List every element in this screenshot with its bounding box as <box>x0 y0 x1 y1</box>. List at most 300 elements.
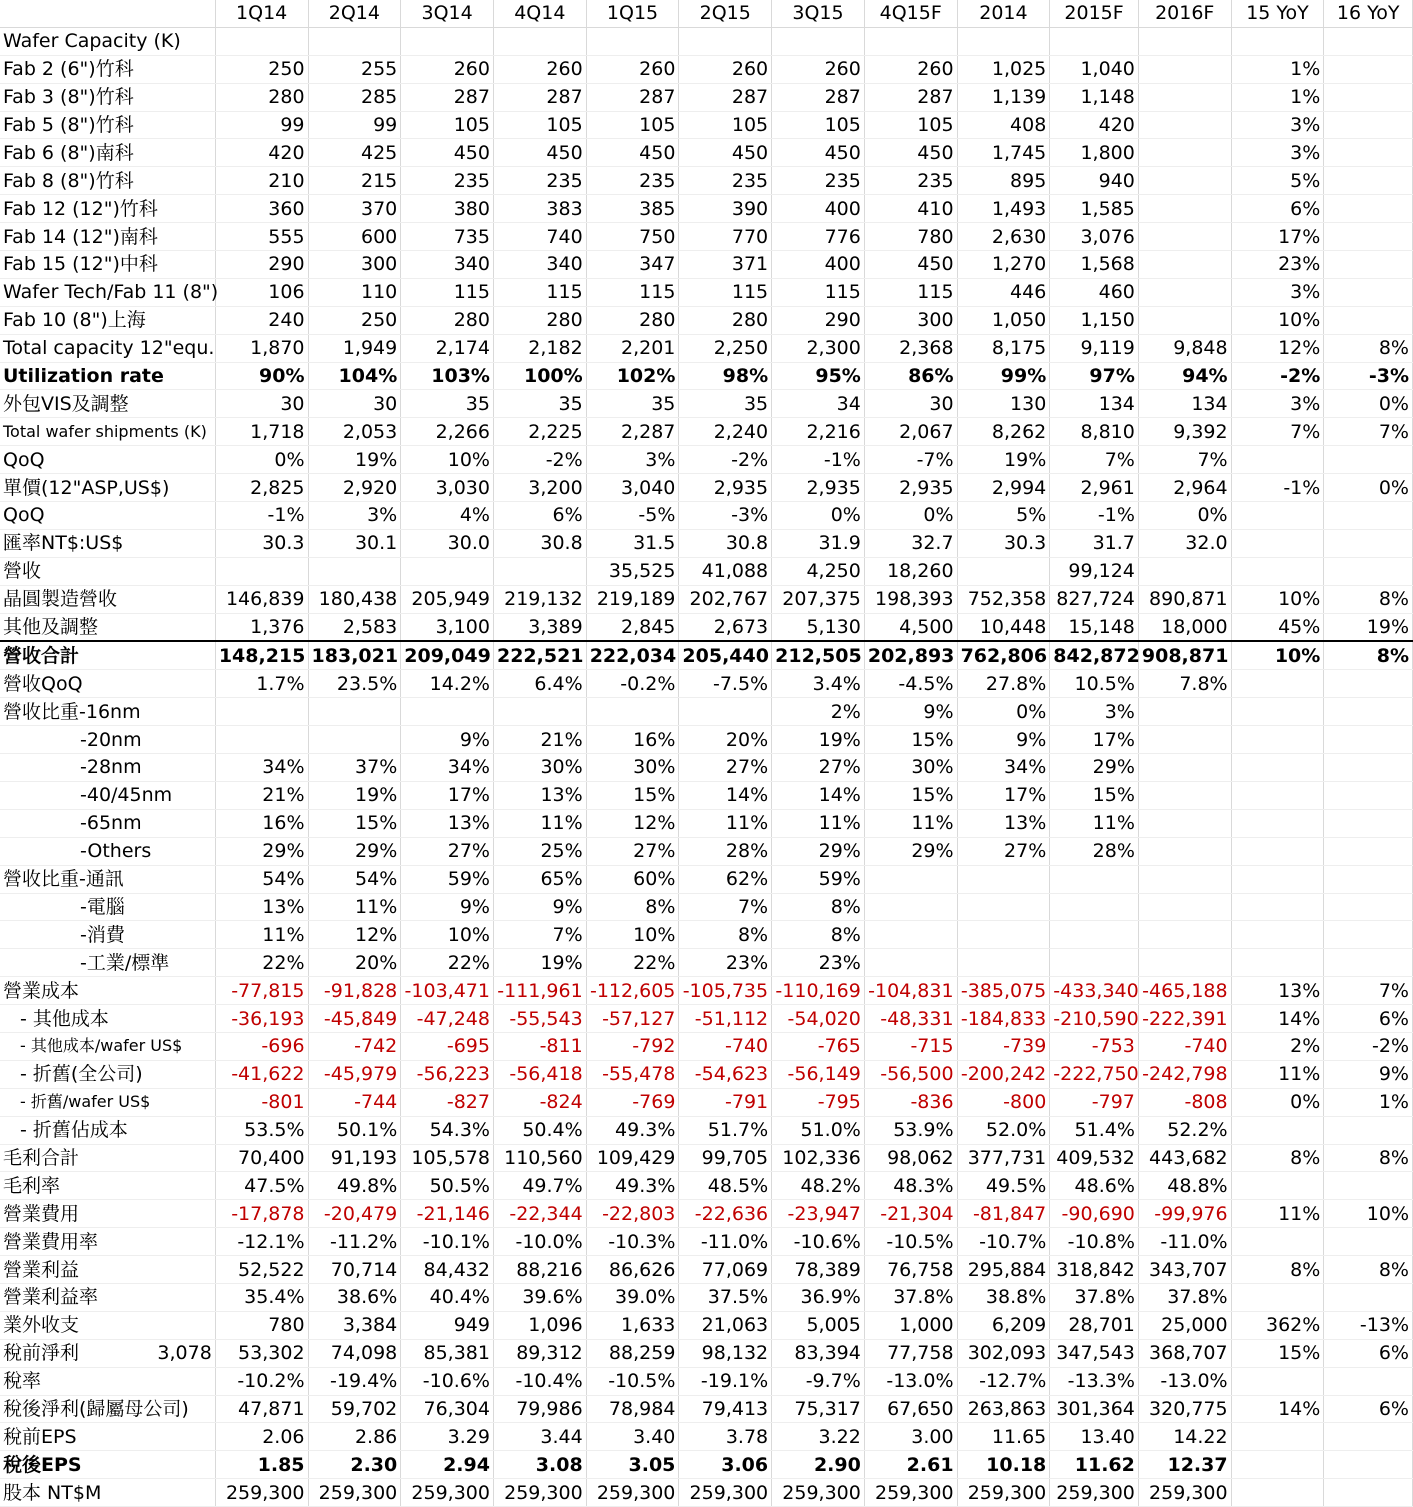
data-cell[interactable]: 3% <box>308 502 401 530</box>
data-cell[interactable] <box>864 921 957 949</box>
data-cell[interactable]: 259,300 <box>493 1479 586 1507</box>
column-header[interactable]: 3Q14 <box>401 0 494 27</box>
row-label-cell[interactable] <box>0 502 215 530</box>
data-cell[interactable]: 50.1% <box>308 1116 401 1144</box>
data-cell[interactable]: -1% <box>215 502 308 530</box>
data-cell[interactable]: 6,209 <box>957 1311 1050 1339</box>
data-cell[interactable]: 49.8% <box>308 1172 401 1200</box>
data-cell[interactable]: -811 <box>493 1032 586 1060</box>
data-cell[interactable]: 47.5% <box>215 1172 308 1200</box>
data-cell[interactable]: 14.2% <box>401 670 494 698</box>
data-cell[interactable] <box>1324 1228 1413 1256</box>
data-cell[interactable]: 368,707 <box>1138 1339 1231 1367</box>
data-cell[interactable]: 362% <box>1231 1311 1324 1339</box>
data-cell[interactable]: -56,500 <box>864 1060 957 1088</box>
data-cell[interactable]: 98,062 <box>864 1144 957 1172</box>
data-cell[interactable]: 54% <box>308 865 401 893</box>
data-cell[interactable]: 83,394 <box>772 1339 865 1367</box>
data-cell[interactable]: 259,300 <box>864 1479 957 1507</box>
data-cell[interactable]: 52.0% <box>957 1116 1050 1144</box>
data-cell[interactable]: -23,947 <box>772 1200 865 1228</box>
row-label-cell[interactable] <box>0 529 215 557</box>
data-cell[interactable]: 410 <box>864 195 957 223</box>
data-cell[interactable]: 52,522 <box>215 1256 308 1284</box>
data-cell[interactable]: 235 <box>493 167 586 195</box>
data-cell[interactable]: -56,223 <box>401 1060 494 1088</box>
data-cell[interactable]: -1% <box>772 446 865 474</box>
data-cell[interactable] <box>215 726 308 754</box>
data-cell[interactable] <box>957 949 1050 977</box>
data-cell[interactable]: 28,701 <box>1050 1311 1139 1339</box>
data-cell[interactable] <box>1138 893 1231 921</box>
data-cell[interactable]: -54,020 <box>772 1005 865 1033</box>
data-cell[interactable]: 14% <box>772 781 865 809</box>
data-cell[interactable] <box>679 27 772 55</box>
data-cell[interactable]: 3.06 <box>679 1451 772 1479</box>
data-cell[interactable]: 3,384 <box>308 1311 401 1339</box>
row-label-cell[interactable] <box>0 670 215 698</box>
data-cell[interactable]: -184,833 <box>957 1005 1050 1033</box>
data-cell[interactable]: 300 <box>308 251 401 279</box>
data-cell[interactable]: 6% <box>1324 1395 1413 1423</box>
data-cell[interactable]: 14% <box>679 781 772 809</box>
data-cell[interactable] <box>1324 1479 1413 1507</box>
row-label-cell[interactable] <box>0 893 215 921</box>
data-cell[interactable]: 302,093 <box>957 1339 1050 1367</box>
data-cell[interactable]: 16% <box>215 809 308 837</box>
data-cell[interactable]: 79,413 <box>679 1395 772 1423</box>
data-cell[interactable] <box>1324 278 1413 306</box>
data-cell[interactable] <box>1138 921 1231 949</box>
row-label-cell[interactable] <box>0 474 215 502</box>
data-cell[interactable]: -10.4% <box>493 1367 586 1395</box>
data-cell[interactable]: 148,215 <box>215 641 308 669</box>
data-cell[interactable]: -11.0% <box>679 1228 772 1256</box>
data-cell[interactable]: 10% <box>1231 585 1324 613</box>
data-cell[interactable]: 180,438 <box>308 585 401 613</box>
data-cell[interactable] <box>1324 167 1413 195</box>
data-cell[interactable]: 9% <box>401 726 494 754</box>
data-cell[interactable]: -110,169 <box>772 977 865 1005</box>
data-cell[interactable]: 51.7% <box>679 1116 772 1144</box>
data-cell[interactable] <box>1231 1228 1324 1256</box>
data-cell[interactable] <box>1324 865 1413 893</box>
data-cell[interactable]: -10.2% <box>215 1367 308 1395</box>
data-cell[interactable]: 6% <box>1231 195 1324 223</box>
data-cell[interactable]: 8,175 <box>957 334 1050 362</box>
data-cell[interactable]: 86,626 <box>586 1256 679 1284</box>
data-cell[interactable]: 2,935 <box>864 474 957 502</box>
data-cell[interactable] <box>1324 1423 1413 1451</box>
data-cell[interactable]: 109,429 <box>586 1144 679 1172</box>
data-cell[interactable]: 146,839 <box>215 585 308 613</box>
data-cell[interactable]: 205,949 <box>401 585 494 613</box>
data-cell[interactable]: 360 <box>215 195 308 223</box>
data-cell[interactable]: 37.8% <box>1138 1283 1231 1311</box>
row-label-cell[interactable] <box>0 195 215 223</box>
data-cell[interactable] <box>1138 27 1231 55</box>
data-cell[interactable]: 2,287 <box>586 418 679 446</box>
data-cell[interactable]: 343,707 <box>1138 1256 1231 1284</box>
data-cell[interactable]: -10.0% <box>493 1228 586 1256</box>
data-cell[interactable] <box>957 893 1050 921</box>
data-cell[interactable]: 8% <box>1231 1144 1324 1172</box>
data-cell[interactable]: 202,767 <box>679 585 772 613</box>
data-cell[interactable] <box>957 921 1050 949</box>
data-cell[interactable]: -433,340 <box>1050 977 1139 1005</box>
data-cell[interactable] <box>1138 698 1231 726</box>
data-cell[interactable]: 19% <box>772 726 865 754</box>
data-cell[interactable]: 27% <box>401 837 494 865</box>
data-cell[interactable]: 17% <box>401 781 494 809</box>
data-cell[interactable]: 8% <box>1324 1144 1413 1172</box>
data-cell[interactable]: 22% <box>401 949 494 977</box>
data-cell[interactable]: -385,075 <box>957 977 1050 1005</box>
data-cell[interactable] <box>1324 111 1413 139</box>
data-cell[interactable]: -0.2% <box>586 670 679 698</box>
data-cell[interactable]: 1,050 <box>957 306 1050 334</box>
data-cell[interactable]: 50.5% <box>401 1172 494 1200</box>
data-cell[interactable]: 99 <box>308 111 401 139</box>
column-header[interactable]: 2014 <box>957 0 1050 27</box>
data-cell[interactable]: 10.18 <box>957 1451 1050 1479</box>
data-cell[interactable] <box>1138 139 1231 167</box>
data-cell[interactable]: 1,148 <box>1050 83 1139 111</box>
data-cell[interactable]: 2,920 <box>308 474 401 502</box>
data-cell[interactable]: 15% <box>864 781 957 809</box>
data-cell[interactable]: 1.85 <box>215 1451 308 1479</box>
data-cell[interactable] <box>493 557 586 585</box>
data-cell[interactable]: 370 <box>308 195 401 223</box>
data-cell[interactable]: 3.44 <box>493 1423 586 1451</box>
data-cell[interactable]: -45,849 <box>308 1005 401 1033</box>
data-cell[interactable]: 390 <box>679 195 772 223</box>
row-label-cell[interactable] <box>0 1256 215 1284</box>
data-cell[interactable]: 115 <box>493 278 586 306</box>
data-cell[interactable]: 2.86 <box>308 1423 401 1451</box>
data-cell[interactable]: 7.8% <box>1138 670 1231 698</box>
data-cell[interactable]: 450 <box>772 139 865 167</box>
data-cell[interactable] <box>864 865 957 893</box>
data-cell[interactable]: 762,806 <box>957 641 1050 669</box>
data-cell[interactable] <box>1231 754 1324 782</box>
data-cell[interactable]: 8% <box>1324 641 1413 669</box>
data-cell[interactable]: 35 <box>679 390 772 418</box>
data-cell[interactable] <box>957 27 1050 55</box>
column-header[interactable]: 2Q15 <box>679 0 772 27</box>
data-cell[interactable]: 17% <box>1050 726 1139 754</box>
data-cell[interactable]: 103% <box>401 362 494 390</box>
data-cell[interactable] <box>1050 27 1139 55</box>
data-cell[interactable]: 0% <box>1138 502 1231 530</box>
row-label-cell[interactable] <box>0 698 215 726</box>
data-cell[interactable]: 3% <box>1231 390 1324 418</box>
data-cell[interactable]: 28% <box>679 837 772 865</box>
data-cell[interactable]: 2,935 <box>772 474 865 502</box>
data-cell[interactable]: 207,375 <box>772 585 865 613</box>
data-cell[interactable]: 347 <box>586 251 679 279</box>
data-cell[interactable] <box>215 698 308 726</box>
data-cell[interactable] <box>1324 446 1413 474</box>
data-cell[interactable]: 2.94 <box>401 1451 494 1479</box>
data-cell[interactable] <box>1324 1283 1413 1311</box>
data-cell[interactable]: -222,750 <box>1050 1060 1139 1088</box>
data-cell[interactable]: 409,532 <box>1050 1144 1139 1172</box>
data-cell[interactable] <box>1324 893 1413 921</box>
data-cell[interactable] <box>1231 557 1324 585</box>
data-cell[interactable]: 5,130 <box>772 613 865 641</box>
data-cell[interactable]: 0% <box>957 698 1050 726</box>
data-cell[interactable]: 70,400 <box>215 1144 308 1172</box>
data-cell[interactable] <box>493 27 586 55</box>
data-cell[interactable]: 105 <box>679 111 772 139</box>
column-header[interactable]: 3Q15 <box>772 0 865 27</box>
data-cell[interactable] <box>1324 306 1413 334</box>
data-cell[interactable]: 280 <box>679 306 772 334</box>
data-cell[interactable]: 1,376 <box>215 613 308 641</box>
data-cell[interactable]: 287 <box>772 83 865 111</box>
data-cell[interactable] <box>1231 893 1324 921</box>
data-cell[interactable]: 2,201 <box>586 334 679 362</box>
data-cell[interactable]: -200,242 <box>957 1060 1050 1088</box>
data-cell[interactable]: -56,149 <box>772 1060 865 1088</box>
data-cell[interactable]: 2,067 <box>864 418 957 446</box>
data-cell[interactable] <box>1231 781 1324 809</box>
data-cell[interactable]: 11% <box>772 809 865 837</box>
data-cell[interactable]: 8,262 <box>957 418 1050 446</box>
data-cell[interactable]: 22% <box>586 949 679 977</box>
data-cell[interactable]: -740 <box>679 1032 772 1060</box>
data-cell[interactable]: 3,030 <box>401 474 494 502</box>
data-cell[interactable]: 212,505 <box>772 641 865 669</box>
data-cell[interactable]: 27% <box>772 754 865 782</box>
header-corner-cell[interactable] <box>0 0 215 27</box>
data-cell[interactable]: 54% <box>215 865 308 893</box>
data-cell[interactable]: 17% <box>1231 223 1324 251</box>
data-cell[interactable]: -57,127 <box>586 1005 679 1033</box>
data-cell[interactable]: -10.1% <box>401 1228 494 1256</box>
data-cell[interactable]: 287 <box>864 83 957 111</box>
data-cell[interactable]: -10.5% <box>864 1228 957 1256</box>
data-cell[interactable]: 260 <box>493 55 586 83</box>
data-cell[interactable]: 0% <box>1324 390 1413 418</box>
data-cell[interactable]: -17,878 <box>215 1200 308 1228</box>
data-cell[interactable]: 3.78 <box>679 1423 772 1451</box>
data-cell[interactable]: 10,448 <box>957 613 1050 641</box>
data-cell[interactable] <box>1138 306 1231 334</box>
data-cell[interactable]: -465,188 <box>1138 977 1231 1005</box>
row-label-cell[interactable] <box>0 1116 215 1144</box>
data-cell[interactable]: 19% <box>1324 613 1413 641</box>
data-cell[interactable]: -740 <box>1138 1032 1231 1060</box>
row-label-cell[interactable] <box>0 306 215 334</box>
data-cell[interactable] <box>1324 754 1413 782</box>
data-cell[interactable]: -12.7% <box>957 1367 1050 1395</box>
data-cell[interactable]: 450 <box>679 139 772 167</box>
data-cell[interactable]: 198,393 <box>864 585 957 613</box>
data-cell[interactable]: 555 <box>215 223 308 251</box>
data-cell[interactable]: 0% <box>1324 474 1413 502</box>
data-cell[interactable]: 13.40 <box>1050 1423 1139 1451</box>
data-cell[interactable]: 102,336 <box>772 1144 865 1172</box>
data-cell[interactable]: -21,304 <box>864 1200 957 1228</box>
data-cell[interactable] <box>1324 251 1413 279</box>
data-cell[interactable]: 260 <box>772 55 865 83</box>
data-cell[interactable] <box>215 27 308 55</box>
data-cell[interactable] <box>957 557 1050 585</box>
data-cell[interactable]: 48.8% <box>1138 1172 1231 1200</box>
data-cell[interactable] <box>1324 223 1413 251</box>
data-cell[interactable]: 235 <box>679 167 772 195</box>
data-cell[interactable]: 11% <box>1231 1060 1324 1088</box>
data-cell[interactable]: 75,317 <box>772 1395 865 1423</box>
data-cell[interactable]: -91,828 <box>308 977 401 1005</box>
data-cell[interactable]: 2,583 <box>308 613 401 641</box>
data-cell[interactable]: -5% <box>586 502 679 530</box>
data-cell[interactable]: 259,300 <box>401 1479 494 1507</box>
row-label-cell[interactable] <box>0 418 215 446</box>
data-cell[interactable]: 287 <box>493 83 586 111</box>
data-cell[interactable]: 408 <box>957 111 1050 139</box>
data-cell[interactable]: 88,259 <box>586 1339 679 1367</box>
data-cell[interactable]: 0% <box>215 446 308 474</box>
data-cell[interactable]: 10% <box>1231 641 1324 669</box>
data-cell[interactable]: 842,872 <box>1050 641 1139 669</box>
row-label-cell[interactable] <box>0 726 215 754</box>
data-cell[interactable]: -801 <box>215 1088 308 1116</box>
data-cell[interactable]: 37% <box>308 754 401 782</box>
data-cell[interactable]: 776 <box>772 223 865 251</box>
data-cell[interactable]: 49.3% <box>586 1116 679 1144</box>
data-cell[interactable]: 110 <box>308 278 401 306</box>
data-cell[interactable]: 60% <box>586 865 679 893</box>
data-cell[interactable]: 13% <box>1231 977 1324 1005</box>
row-label-cell[interactable] <box>0 1479 215 1507</box>
data-cell[interactable]: 263,863 <box>957 1395 1050 1423</box>
data-cell[interactable]: 3% <box>1231 139 1324 167</box>
data-cell[interactable] <box>1324 195 1413 223</box>
data-cell[interactable] <box>1231 837 1324 865</box>
data-cell[interactable]: 105 <box>493 111 586 139</box>
data-cell[interactable] <box>1324 670 1413 698</box>
data-cell[interactable]: 2% <box>772 698 865 726</box>
data-cell[interactable]: 219,132 <box>493 585 586 613</box>
data-cell[interactable]: -791 <box>679 1088 772 1116</box>
data-cell[interactable]: 30.8 <box>493 529 586 557</box>
data-cell[interactable]: 8% <box>679 921 772 949</box>
data-cell[interactable]: 86% <box>864 362 957 390</box>
data-cell[interactable]: -696 <box>215 1032 308 1060</box>
data-cell[interactable] <box>1231 1479 1324 1507</box>
row-label-cell[interactable] <box>0 334 215 362</box>
data-cell[interactable]: -13.0% <box>1138 1367 1231 1395</box>
data-cell[interactable]: -10.8% <box>1050 1228 1139 1256</box>
data-cell[interactable]: 3% <box>1231 111 1324 139</box>
data-cell[interactable] <box>493 698 586 726</box>
data-cell[interactable]: -836 <box>864 1088 957 1116</box>
data-cell[interactable]: 19% <box>308 446 401 474</box>
data-cell[interactable]: -210,590 <box>1050 1005 1139 1033</box>
data-cell[interactable]: -36,193 <box>215 1005 308 1033</box>
data-cell[interactable]: 735 <box>401 223 494 251</box>
data-cell[interactable]: 1,040 <box>1050 55 1139 83</box>
data-cell[interactable]: 105 <box>586 111 679 139</box>
data-cell[interactable]: 98,132 <box>679 1339 772 1367</box>
data-cell[interactable]: 446 <box>957 278 1050 306</box>
data-cell[interactable]: 890,871 <box>1138 585 1231 613</box>
data-cell[interactable] <box>401 557 494 585</box>
data-cell[interactable]: 2,182 <box>493 334 586 362</box>
row-label-cell[interactable] <box>0 1032 215 1060</box>
data-cell[interactable]: 30.3 <box>957 529 1050 557</box>
row-label-cell[interactable] <box>0 781 215 809</box>
data-cell[interactable] <box>1138 781 1231 809</box>
row-label-cell[interactable] <box>0 1283 215 1311</box>
data-cell[interactable]: 425 <box>308 139 401 167</box>
data-cell[interactable]: 1,000 <box>864 1311 957 1339</box>
data-cell[interactable]: 50.4% <box>493 1116 586 1144</box>
data-cell[interactable]: 3.00 <box>864 1423 957 1451</box>
data-cell[interactable]: 1,633 <box>586 1311 679 1339</box>
data-cell[interactable]: -55,478 <box>586 1060 679 1088</box>
row-label-cell[interactable] <box>0 1339 215 1367</box>
row-label-cell[interactable] <box>0 1144 215 1172</box>
data-cell[interactable] <box>1138 195 1231 223</box>
data-cell[interactable]: 11.65 <box>957 1423 1050 1451</box>
data-cell[interactable]: 78,389 <box>772 1256 865 1284</box>
data-cell[interactable]: 2,845 <box>586 613 679 641</box>
data-cell[interactable]: 37.5% <box>679 1283 772 1311</box>
data-cell[interactable]: 10% <box>401 921 494 949</box>
data-cell[interactable]: 260 <box>864 55 957 83</box>
data-cell[interactable] <box>1231 698 1324 726</box>
data-cell[interactable]: 11% <box>679 809 772 837</box>
data-cell[interactable]: 49.7% <box>493 1172 586 1200</box>
row-label-cell[interactable] <box>0 1423 215 1451</box>
data-cell[interactable]: -45,979 <box>308 1060 401 1088</box>
data-cell[interactable]: 34% <box>401 754 494 782</box>
data-cell[interactable] <box>308 557 401 585</box>
row-label-cell[interactable] <box>0 1005 215 1033</box>
data-cell[interactable] <box>1231 921 1324 949</box>
data-cell[interactable]: 99% <box>957 362 1050 390</box>
data-cell[interactable]: -2% <box>493 446 586 474</box>
data-cell[interactable]: 259,300 <box>1050 1479 1139 1507</box>
data-cell[interactable]: 2.30 <box>308 1451 401 1479</box>
data-cell[interactable] <box>864 949 957 977</box>
data-cell[interactable]: -103,471 <box>401 977 494 1005</box>
data-cell[interactable]: 5% <box>957 502 1050 530</box>
data-cell[interactable]: -797 <box>1050 1088 1139 1116</box>
data-cell[interactable] <box>586 698 679 726</box>
data-cell[interactable]: 420 <box>215 139 308 167</box>
data-cell[interactable]: 99,124 <box>1050 557 1139 585</box>
data-cell[interactable]: 2,964 <box>1138 474 1231 502</box>
data-cell[interactable]: 59% <box>401 865 494 893</box>
data-cell[interactable]: 3.4% <box>772 670 865 698</box>
data-cell[interactable]: 3.40 <box>586 1423 679 1451</box>
data-cell[interactable]: -10.6% <box>772 1228 865 1256</box>
data-cell[interactable]: 15% <box>586 781 679 809</box>
data-cell[interactable]: -765 <box>772 1032 865 1060</box>
data-cell[interactable]: 30.1 <box>308 529 401 557</box>
data-cell[interactable] <box>1324 502 1413 530</box>
data-cell[interactable] <box>1324 698 1413 726</box>
data-cell[interactable]: 11.62 <box>1050 1451 1139 1479</box>
data-cell[interactable]: 2,630 <box>957 223 1050 251</box>
data-cell[interactable]: 752,358 <box>957 585 1050 613</box>
data-cell[interactable]: 1,718 <box>215 418 308 446</box>
